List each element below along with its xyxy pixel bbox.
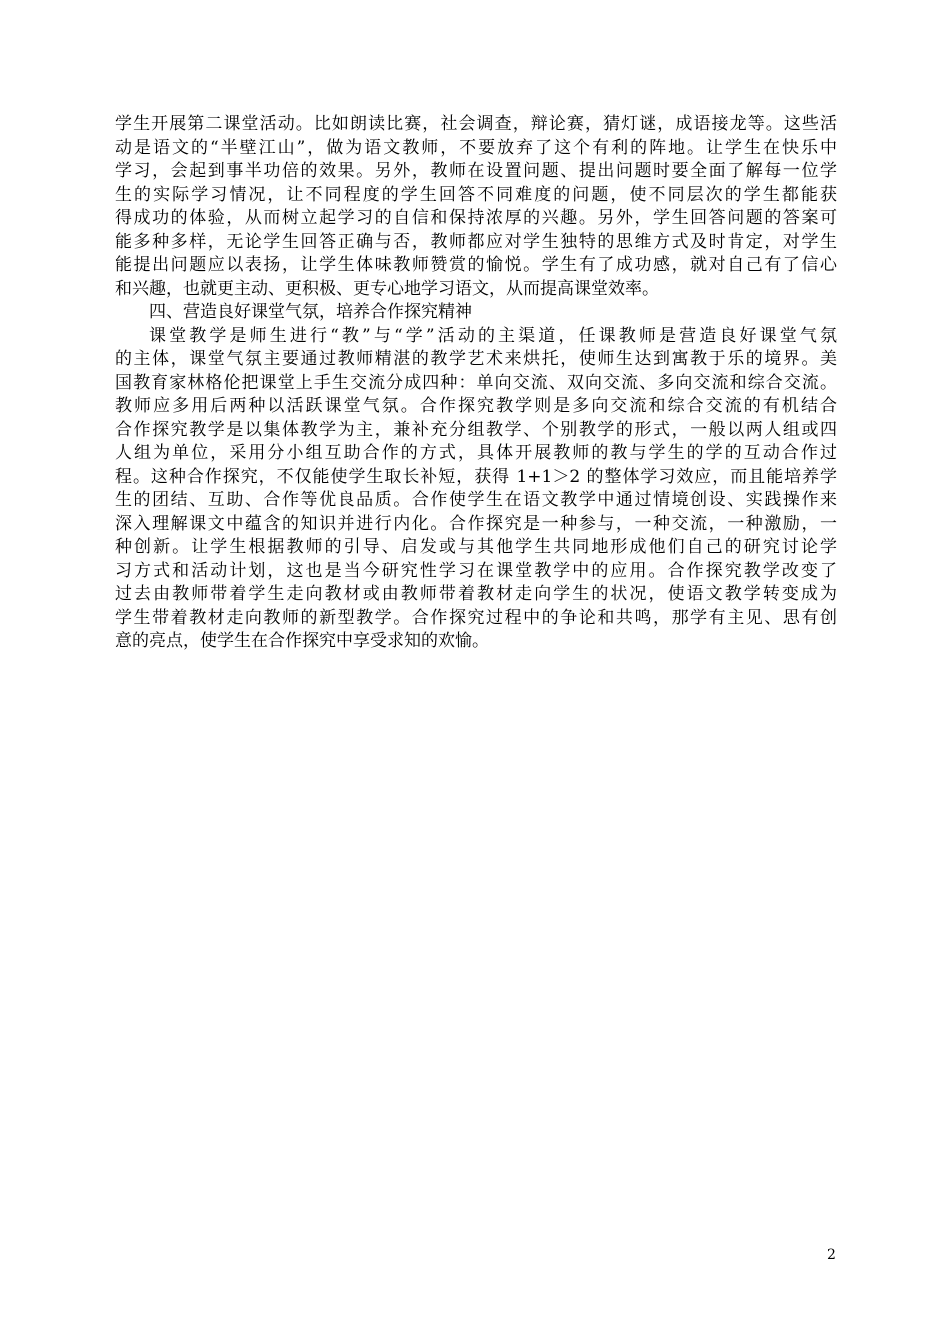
text-line: 学生开展第二课堂活动。比如朗读比赛，社会调查，辩论赛，猜灯谜，成语接龙等。这些活 [115,114,837,134]
text-line: 课堂教学是师生进行“教”与“学”活动的主渠道，任课教师是营造良好课堂气氛 [149,325,837,346]
paragraph-2 [115,325,837,654]
text-line: 生的团结、互助、合作等优良品质。合作使学生在语文教学中通过情境创设、实践操作来 [115,490,837,510]
text-line: 意的亮点，使学生在合作探究中享受求知的欢愉。 [115,631,489,651]
text-line: 深入理解课文中蕴含的知识并进行内化。合作探究是一种参与，一种交流，一种激励，一 [115,513,837,534]
text-line: 和兴趣，也就更主动、更积极、更专心地学习语文，从而提高课堂效率。 [115,278,659,299]
text-line: 的主体，课堂气氛主要通过教师精湛的教学艺术来烘托，使师生达到寓教于乐的境界。美 [115,349,837,369]
page-number: 2 [827,1247,836,1263]
section-heading: 四、营造良好课堂气氛，培养合作探究精神 [149,302,472,322]
text-line: 学生带着教材走向教师的新型教学。合作探究过程中的争论和共鸣，那学有主见、思有创 [115,607,837,628]
text-line: 动是语文的“半壁江山”，做为语文教师，不要放弃了这个有利的阵地。让学生在快乐中 [115,137,837,158]
paragraph-1 [115,113,837,301]
text-line: 生的实际学习情况，让不同程度的学生回答不同难度的问题，使不同层次的学生都能获 [115,184,837,205]
document-body [115,113,837,654]
text-line: 过去由教师带着学生走向教材或由教师带着教材走向学生的状况，使语文教学转变成为 [115,584,837,604]
text-line: 能多种多样，无论学生回答正确与否，教师都应对学生独特的思维方式及时肯定，对学生 [115,231,837,252]
text-line: 得成功的体验，从而树立起学习的自信和保持浓厚的兴趣。另外，学生回答问题的答案可 [115,208,837,228]
text-line: 习方式和活动计划，这也是当今研究性学习在课堂教学中的应用。合作探究教学改变了 [115,560,837,581]
text-line: 合作探究教学是以集体教学为主，兼补充分组教学、个别教学的形式，一般以两人组或四 [115,419,837,440]
text-line: 程。这种合作探究，不仅能使学生取长补短，获得 1+1＞2 的整体学习效应，而且能培养学 [115,466,837,487]
text-line: 能提出问题应以表扬，让学生体味教师赞赏的愉悦。学生有了成功感，就对自己有了信心 [115,255,837,275]
text-line: 种创新。让学生根据教师的引导、启发或与其他学生共同地形成他们自己的研究讨论学 [115,537,837,557]
text-line: 学习，会起到事半功倍的效果。另外，教师在设置问题、提出问题时要全面了解每一位学 [115,161,837,181]
text-line: 国教育家林格伦把课堂上手生交流分成四种：单向交流、双向交流、多向交流和综合交流。 [115,372,837,393]
text-line: 教师应多用后两种以活跃课堂气氛。合作探究教学则是多向交流和综合交流的有机结合 [115,396,837,416]
text-line: 人组为单位，采用分小组互助合作的方式，具体开展教师的教与学生的学的互动合作过 [115,443,837,463]
